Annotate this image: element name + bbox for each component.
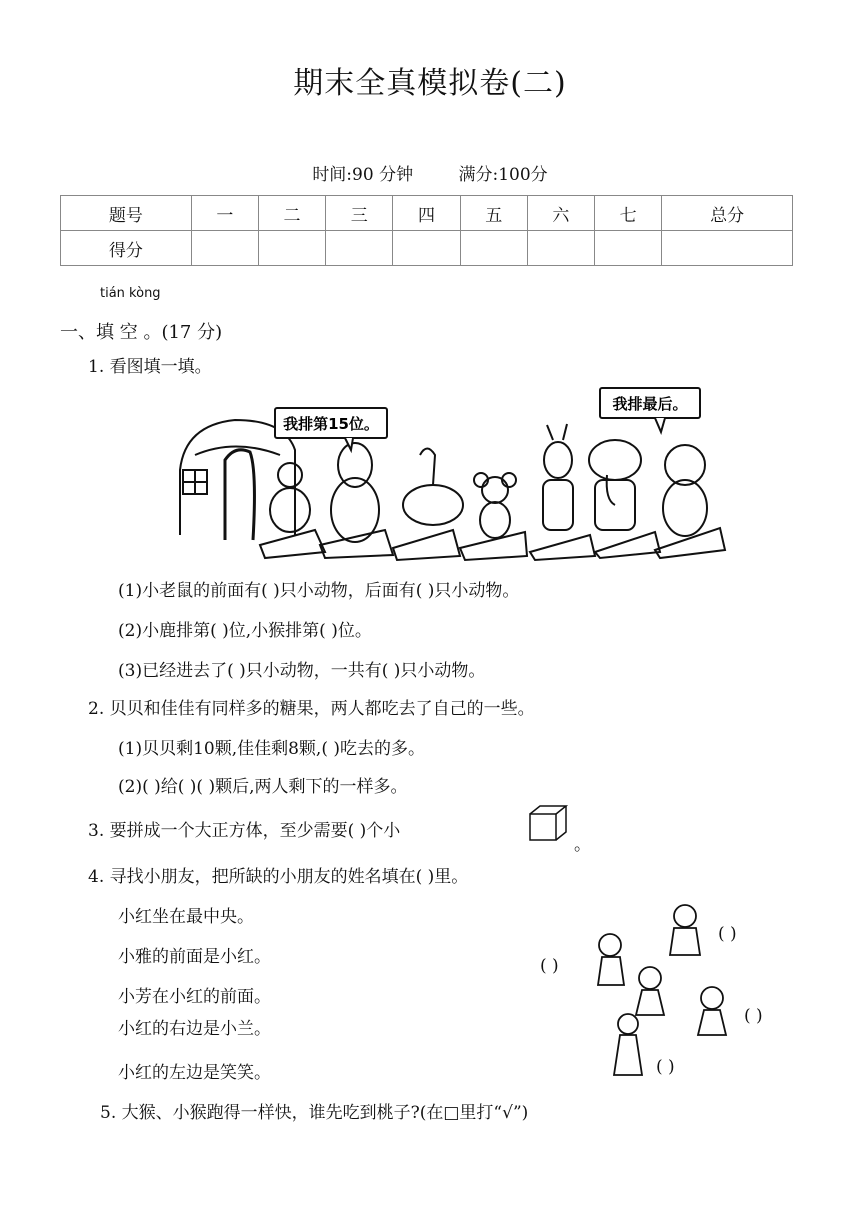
clue-line: 小芳在小红的前面。 bbox=[118, 987, 271, 1007]
question-1-sub-3: (3)已经进去了( )只小动物，一共有( )只小动物。 bbox=[118, 661, 486, 681]
score-cell: 题号 bbox=[61, 196, 192, 231]
child-top-icon bbox=[674, 905, 696, 927]
exam-meta bbox=[0, 160, 860, 185]
question-3: 3. 要拼成一个大正方体，至少需要( )个小 bbox=[88, 821, 401, 841]
small-cube-icon bbox=[526, 802, 570, 846]
score-input-cell[interactable] bbox=[393, 231, 460, 266]
score-table bbox=[60, 195, 793, 266]
question-1: 1. 看图填一填。 bbox=[88, 357, 212, 377]
name-blank-right[interactable]: ( ) bbox=[744, 1006, 763, 1026]
clue-line: 小雅的前面是小红。 bbox=[118, 947, 271, 967]
speech-bubble-monkey bbox=[600, 388, 700, 432]
deer-icon bbox=[547, 424, 567, 440]
child-left-icon bbox=[599, 934, 621, 956]
score-cell: 六 bbox=[527, 196, 594, 231]
goose-icon bbox=[420, 449, 435, 486]
child-center-icon bbox=[639, 967, 661, 989]
score-input-cell[interactable] bbox=[258, 231, 325, 266]
child-bottom-icon bbox=[618, 1014, 638, 1034]
clue-line: 小红坐在最中央。 bbox=[118, 907, 254, 927]
question-1-sub-2: (2)小鹿排第( )位,小猴排第( )位。 bbox=[118, 621, 372, 641]
chick-icon bbox=[278, 463, 302, 487]
section-pinyin: tián kòng bbox=[100, 286, 161, 301]
question-2-sub-1: (1)贝贝剩10颗,佳佳剩8颗,( )吃去的多。 bbox=[118, 739, 426, 759]
score-cell: 得分 bbox=[61, 231, 192, 266]
score-input-cell[interactable] bbox=[527, 231, 594, 266]
bubble-penguin-text: 我排第15位。 bbox=[283, 415, 379, 433]
question-3-tail: 。 bbox=[574, 835, 591, 855]
exam-full-score: 满分:100分 bbox=[458, 165, 548, 185]
score-cell: 二 bbox=[258, 196, 325, 231]
name-blank-bottom[interactable]: ( ) bbox=[656, 1057, 675, 1077]
clue-line: 小红的左边是笑笑。 bbox=[118, 1063, 271, 1083]
question-5: 5. 大猴、小猴跑得一样快，谁先吃到桃子?(在□里打“√”) bbox=[100, 1103, 529, 1123]
score-input-cell[interactable] bbox=[326, 231, 393, 266]
score-cell: 总分 bbox=[662, 196, 793, 231]
name-blank-left[interactable]: ( ) bbox=[540, 956, 559, 976]
exam-time: 时间:90 分钟 bbox=[312, 165, 414, 185]
section-title: 一、填 空 。(17 分) bbox=[60, 322, 223, 343]
score-cell: 五 bbox=[460, 196, 527, 231]
score-table-score-row bbox=[61, 231, 793, 266]
score-cell: 三 bbox=[326, 196, 393, 231]
question-4: 4. 寻找小朋友，把所缺的小朋友的姓名填在( )里。 bbox=[88, 867, 469, 887]
page-title: 期末全真模拟卷(二) bbox=[293, 66, 567, 101]
score-input-cell[interactable] bbox=[662, 231, 793, 266]
score-cell: 一 bbox=[191, 196, 258, 231]
child-right-icon bbox=[701, 987, 723, 1009]
penguin-icon bbox=[338, 443, 372, 487]
question-1-sub-1: (1)小老鼠的前面有( )只小动物，后面有( )只小动物。 bbox=[118, 581, 520, 601]
score-input-cell[interactable] bbox=[191, 231, 258, 266]
question-2-sub-2: (2)( )给( )( )颗后,两人剩下的一样多。 bbox=[118, 777, 408, 797]
score-table-header-row bbox=[61, 196, 793, 231]
bubble-monkey-text: 我排最后。 bbox=[612, 395, 688, 413]
name-blank-top[interactable]: ( ) bbox=[718, 924, 737, 944]
question-2: 2. 贝贝和佳佳有同样多的糖果，两人都吃去了自己的一些。 bbox=[88, 699, 535, 719]
score-cell: 四 bbox=[393, 196, 460, 231]
clue-line: 小红的右边是小兰。 bbox=[118, 1019, 271, 1039]
mouse-icon bbox=[482, 477, 508, 503]
elephant-icon bbox=[589, 440, 641, 480]
score-input-cell[interactable] bbox=[460, 231, 527, 266]
score-input-cell[interactable] bbox=[595, 231, 662, 266]
score-cell: 七 bbox=[595, 196, 662, 231]
animal-queue-illustration bbox=[175, 380, 735, 570]
